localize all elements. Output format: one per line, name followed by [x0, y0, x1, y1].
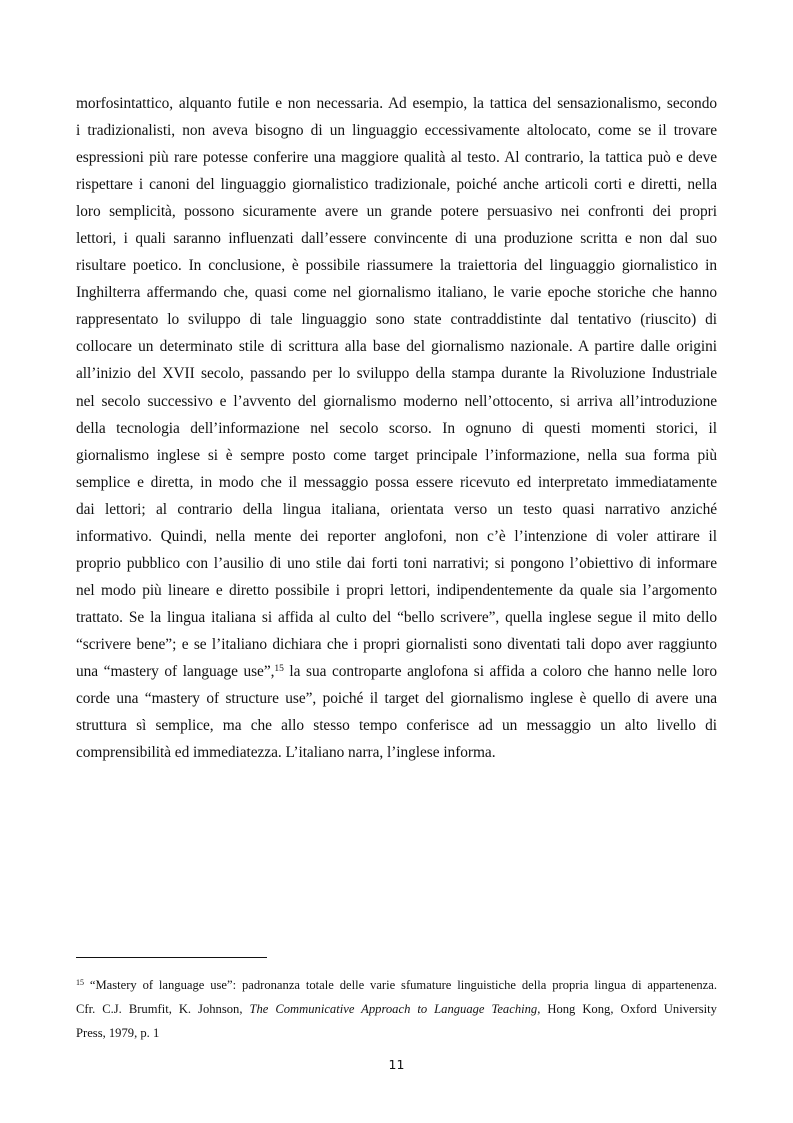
body-line: della tecnologia dell’informazione nel secolo scorso. In ognuno di questi momenti storici, il: [76, 419, 717, 437]
body-line: informativo. Quindi, nella mente dei reporter anglofoni, non c’è l’intenzione di voler attirare il: [76, 527, 717, 545]
page-number: 11: [388, 1057, 405, 1072]
body-line: giornalismo inglese si è sempre posto come target principale l’informazione, nella sua forma più: [76, 446, 717, 464]
body-line: proprio pubblico con l’ausilio di uno stile dai forti toni narrativi; si pongono l’obiettivo di informare: [76, 554, 717, 572]
body-line: loro semplicità, possono sicuramente avere un grande potere persuasivo nei confronti dei propri: [76, 203, 717, 221]
footnote-number: 15: [76, 978, 84, 987]
body-line: dai lettori; al contrario della lingua italiana, orientata verso un testo quasi narrativo anziché: [76, 500, 717, 518]
body-line: i tradizionalisti, non aveva bisogno di un linguaggio eccessivamente altolocato, come se il trovare: [76, 122, 717, 140]
body-line: rispettare i canoni del linguaggio giornalistico tradizionale, poiché anche articoli corti e diretti, nella: [76, 176, 717, 194]
body-line: corde una “mastery of structure use”, poiché il target del giornalismo inglese è quello di avere una: [76, 690, 717, 708]
body-line: semplice e diretta, in modo che il messaggio possa essere ricevuto ed interpretato immediatamente: [76, 473, 717, 491]
body-line: comprensibilità ed immediatezza. L’italiano narra, l’inglese informa.: [76, 744, 496, 762]
footnote-line: [76, 997, 717, 1021]
body-line: nel modo più lineare e diretto possibile i propri lettori, indipendentemente da quale sia l’argomento: [76, 581, 717, 599]
body-line: rappresentato lo sviluppo di tale linguaggio sono state contraddistinte dal tentativo (riuscito) di: [76, 311, 717, 329]
body-line: struttura sì semplice, ma che allo stesso tempo conferisce ad un messaggio un alto livello di: [76, 717, 717, 735]
body-line: Inghilterra affermando che, quasi come nel giornalismo italiano, le varie epoche storiche che hanno: [76, 284, 717, 302]
footnote-book-title: The Communicative Approach to Language Teaching: [249, 1002, 538, 1016]
footnote-text: , Hong Kong, Oxford University: [537, 1002, 717, 1016]
footnote-text: “Mastery of language use”: padronanza totale delle varie sfumature linguistiche della propria lingua di appartenenza.: [84, 978, 717, 992]
body-line: lettori, i quali saranno influenzati dall’essere convincente di una produzione scritta e non dal suo: [76, 230, 717, 248]
body-line: all’inizio del XVII secolo, passando per lo sviluppo della stampa durante la Rivoluzione Industriale: [76, 365, 717, 383]
body-line: morfosintattico, alquanto futile e non necessaria. Ad esempio, la tattica del sensazionalismo, secondo: [76, 95, 717, 112]
body-line-text: la sua controparte anglofona si affida a coloro che hanno nelle loro: [283, 662, 717, 680]
footnote-line: Press, 1979, p. 1: [76, 1026, 160, 1040]
body-line: “scrivere bene”; e se l’italiano dichiara che i propri giornalisti sono diventati tali dopo aver raggiunto: [76, 635, 717, 653]
body-line-text: una “mastery of language use”,: [76, 662, 275, 680]
body-line: risultare poetico. In conclusione, è possibile riassumere la traiettoria del linguaggio giornalistico in: [76, 257, 717, 275]
body-line: nel secolo successivo e l’avvento del giornalismo moderno nell’ottocento, si arriva all’introduzione: [76, 392, 717, 410]
body-line: collocare un determinato stile di scrittura alla base del giornalismo nazionale. A partire dalle origini: [76, 338, 717, 356]
footnote-line: [76, 973, 717, 997]
footnote: [76, 973, 717, 1045]
body-line: espressioni più rare potesse conferire una maggiore qualità al testo. Al contrario, la tattica può e deve: [76, 149, 717, 167]
footnote-separator: [76, 957, 267, 958]
footnote-text: Cfr. C.J. Brumfit, K. Johnson,: [76, 1002, 250, 1016]
body-line: trattato. Se la lingua italiana si affida al culto del “bello scrivere”, quella inglese segue il mito dello: [76, 608, 717, 626]
footnote-reference[interactable]: 15: [274, 663, 284, 674]
body-line-with-footnote-ref: [76, 658, 717, 685]
body-paragraph: [76, 90, 717, 766]
